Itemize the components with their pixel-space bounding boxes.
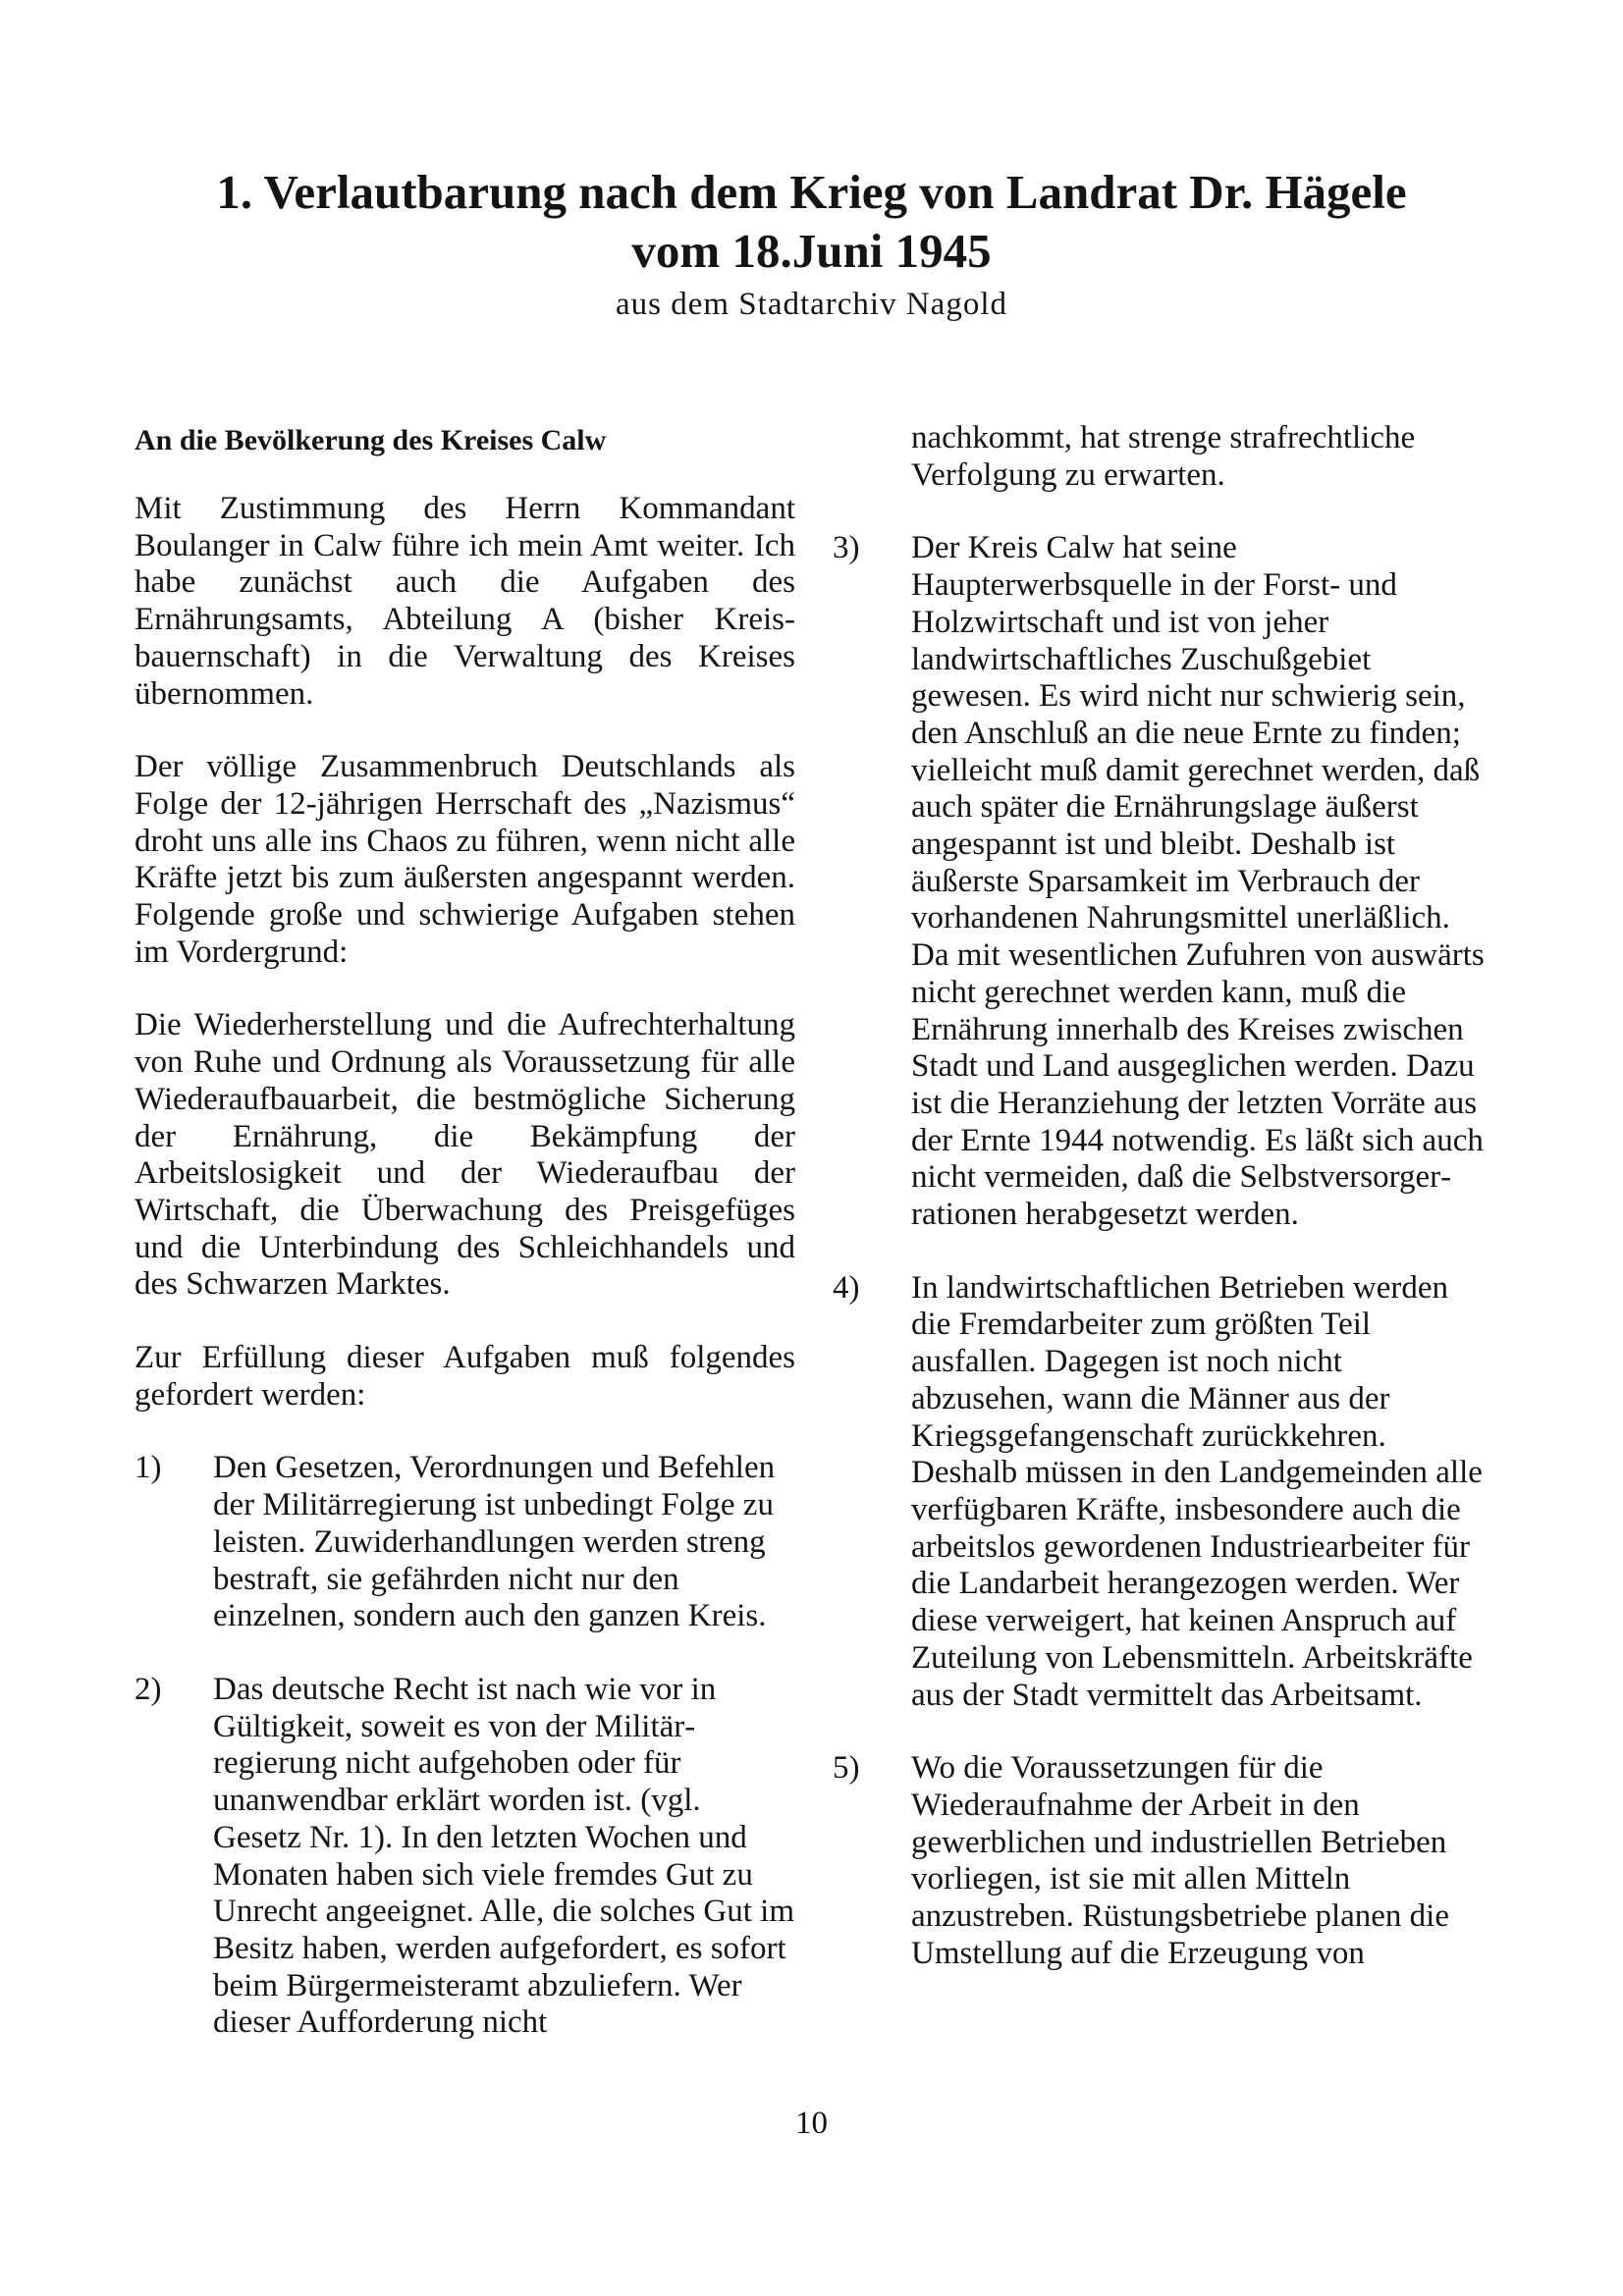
right-column (833, 420, 1492, 2008)
list-item-text: Wo die Voraussetzungen für die Wiederaufnahme der Arbeit in den gewerblichen und industriellen Betrieben vorliegen, ist sie mit allen Mitteln anzustreben. Rüstungsbetriebe planen die Umstellung auf die Erzeugung von (911, 1750, 1449, 1971)
paragraph-3: Die Wiederherstellung und die Aufrechterhaltung von Ruhe und Ordnung als Voraussetzung für alle Wiederaufbauarbeit, die bestmögliche Sicherung der Ernährung, die Bekämpfung der Arbeitslosigkeit und der Wiederaufbau der Wirtschaft, die Überwachung des Preisgefüges und die Unterbindung des Schleichhandels und des Schwarzen Marktes. (135, 1007, 795, 1303)
page-number: 10 (795, 2106, 828, 2141)
list-item-text: Der Kreis Calw hat seine Haupterwerbsquelle in der Forst- und Holzwirtschaft und ist von jeher landwirtschaftliches Zuschußgebiet gewesen. Es wird nicht nur schwierig sein, den Anschluß an die neue Ernte zu finden; vielleicht muß damit gerechnet werden, daß auch später die Ernährungslage äußerst angespannt ist und bleibt. Deshalb ist äußerste Sparsamkeit im Verbrauch der vorhandenen Nahrungsmittel unerläßlich. Da mit wesentlichen Zufuhren von auswärts nicht gerechnet werden kann, muß die Ernährung innerhalb des Kreises zwischen Stadt und Land ausgeglichen werden. Dazu ist die Heranziehung der letzten Vorräte aus der Ernte 1944 notwendig. Es läßt sich auch nicht vermeiden, daß die Selbstversorgerrationen herabgesetzt werden. (911, 530, 1485, 1233)
document-title-line-1: 1. Verlautbarung nach dem Krieg von Landrat Dr. Hägele (216, 165, 1407, 219)
list-item-text: Das deutsche Recht ist nach wie vor in Gültigkeit, soweit es von der Militärregierung nicht aufgehoben oder für unanwendbar erklärt worden ist. (vgl. Gesetz Nr. 1). In den letzten Wochen und Monaten haben sich viele fremdes Gut zu Unrecht angeeignet. Alle, die solches Gut im Besitz haben, werden aufgefordert, es sofort beim Bürgermeisteramt abzuliefern. Wer dieser Aufforderung nicht (213, 1671, 795, 2041)
list-item-number: 5) (833, 1750, 860, 1787)
list-item-number: 4) (833, 1269, 860, 1306)
list-item-3 (833, 530, 1492, 1233)
left-column (135, 420, 795, 2078)
paragraph-1: Mit Zustimmung des Herrn Kommandant Boulanger in Calw führe ich mein Amt weiter. Ich habe zunächst auch die Aufgaben des Ernährungsamts, Abteilung A (bisher Kreisbauernschaft) in die Verwaltung des Kreises übernommen. (135, 491, 795, 712)
paragraph-4: Zur Erfüllung dieser Aufgaben muß folgendes gefordert werden: (135, 1340, 795, 1413)
list-item-text: Den Gesetzen, Verordnungen und Befehlen der Militärregierung ist unbedingt Folge zu leisten. Zuwiderhandlungen werden streng bestraft, sie gefährden nicht nur den einzelnen, sondern auch den ganzen Kreis. (213, 1450, 776, 1634)
list-item-2 (135, 1672, 795, 2042)
list-item-number: 3) (833, 530, 860, 566)
list-item-5 (833, 1750, 1492, 1972)
list-item-2-continuation: nachkommt, hat strenge strafrechtliche Verfolgung zu erwarten. (911, 420, 1416, 493)
list-item-number: 1) (135, 1450, 162, 1486)
document-title-line-2: vom 18.Juni 1945 (631, 224, 992, 278)
list-item-1 (135, 1450, 795, 1635)
list-item-text: In landwirtschaftlichen Betrieben werden die Fremdarbeiter zum größten Teil ausfallen. Dagegen ist noch nicht abzusehen, wann die Männer aus der Kriegsgefangenschaft zurückkehren. Deshalb müssen in den Landgemeinden alle verfügbaren Kräfte, insbesondere auch die arbeitslos gewordenen Industriearbeiter für die Landarbeit herangezogen werden. Wer diese verweigert, hat keinen Anspruch auf Zuteilung von Lebensmitteln. Arbeitskräfte aus der Stadt vermittelt das Arbeitsamt. (911, 1269, 1483, 1713)
paragraph-2: Der völlige Zusammenbruch Deutschlands als Folge der 12-jährigen Herrschaft des „Nazismus“ droht uns alle ins Chaos zu führen, wenn nicht alle Kräfte jetzt bis zum äußersten angespannt werden. Folgende große und schwierige Aufgaben stehen im Vordergrund: (135, 749, 795, 970)
address-heading: An die Bevölkerung des Kreises Calw (135, 424, 607, 456)
document-subtitle: aus dem Stadtarchiv Nagold (616, 287, 1007, 322)
list-item-number: 2) (135, 1671, 162, 1707)
list-item-4 (833, 1270, 1492, 1714)
